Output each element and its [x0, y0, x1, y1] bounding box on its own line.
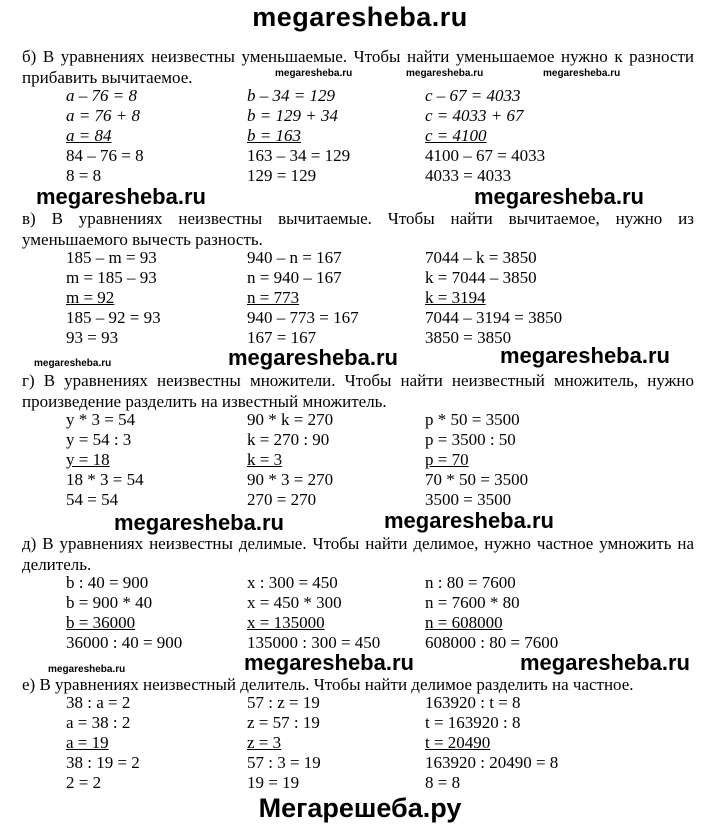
check-line: 4100 – 67 = 4033	[425, 146, 546, 165]
answer-line: t = 20490	[425, 733, 491, 752]
watermark-small: megaresheba.ru	[34, 358, 112, 369]
check-line: 54 = 54	[66, 490, 119, 509]
check-line: 84 – 76 = 8	[66, 146, 144, 165]
section-v-text: в) В уравнениях неизвестны вычитаемые. Чтобы найти вычитаемое, нужно из уменьшаемого вычесть разность.	[22, 209, 694, 249]
watermark-big: megaresheba.ru	[244, 650, 414, 675]
section-b-col1	[66, 86, 144, 186]
equation-line: b – 34 = 129	[247, 86, 335, 105]
check-line: 940 – 773 = 167	[247, 308, 359, 327]
answer-line: a = 19	[66, 733, 109, 752]
check-line: 3850 = 3850	[425, 328, 512, 347]
equation-line: x : 300 = 450	[247, 573, 338, 592]
equation-line: y = 54 : 3	[66, 430, 132, 449]
section-d-col3	[425, 573, 558, 653]
answer-line: n = 608000	[425, 613, 503, 632]
equation-line: 163920 : t = 8	[425, 693, 521, 712]
watermark-big: megaresheba.ru	[228, 345, 398, 370]
equation-line: b : 40 = 900	[66, 573, 149, 592]
check-line: 93 = 93	[66, 328, 119, 347]
watermark-small: megaresheba.ru	[543, 68, 621, 79]
equation-line: 940 – n = 167	[247, 248, 342, 267]
answer-line: c = 4100	[425, 126, 487, 145]
section-v-col2	[247, 248, 359, 348]
check-line: 19 = 19	[247, 773, 300, 792]
check-line: 167 = 167	[247, 328, 317, 347]
equation-line: k = 270 : 90	[247, 430, 330, 449]
watermark-big: megaresheba.ru	[474, 184, 644, 209]
check-line: 38 : 19 = 2	[66, 753, 140, 772]
equation-line: 90 * k = 270	[247, 410, 334, 429]
site-footer: Мегарешеба.ру	[258, 793, 462, 823]
section-e-col1	[66, 693, 140, 793]
answer-line: p = 70	[425, 450, 469, 469]
answer-line: k = 3	[247, 450, 283, 469]
section-d-col2	[247, 573, 380, 653]
section-g-text: г) В уравнениях неизвестны множители. Чтобы найти неизвестный множитель, нужно произведение разделить на известный множитель.	[22, 371, 694, 411]
watermark-big: megaresheba.ru	[36, 184, 206, 209]
check-line: 4033 = 4033	[425, 166, 512, 185]
section-g-col3	[425, 410, 528, 510]
answer-line: a = 84	[66, 126, 112, 145]
check-line: 129 = 129	[247, 166, 317, 185]
equation-line: p = 3500 : 50	[425, 430, 516, 449]
answer-line: m = 92	[66, 288, 115, 307]
section-g-col1	[66, 410, 144, 510]
equation-line: x = 450 * 300	[247, 593, 342, 612]
watermark-big: megaresheba.ru	[384, 508, 554, 533]
equation-line: 7044 – k = 3850	[425, 248, 537, 267]
check-line: 90 * 3 = 270	[247, 470, 334, 489]
check-line: 2 = 2	[66, 773, 102, 792]
equation-line: t = 163920 : 8	[425, 713, 521, 732]
check-line: 18 * 3 = 54	[66, 470, 144, 489]
equation-line: n : 80 = 7600	[425, 573, 516, 592]
answer-line: k = 3194	[425, 288, 486, 307]
section-e-col2	[247, 693, 321, 793]
check-line: 3500 = 3500	[425, 490, 512, 509]
watermark-big: megaresheba.ru	[500, 343, 670, 368]
watermark-small: megaresheba.ru	[275, 68, 353, 79]
check-line: 270 = 270	[247, 490, 317, 509]
equation-line: a = 38 : 2	[66, 713, 131, 732]
check-line: 57 : 3 = 19	[247, 753, 321, 772]
check-line: 185 – 92 = 93	[66, 308, 161, 327]
answer-line: b = 163	[247, 126, 301, 145]
equation-line: b = 900 * 40	[66, 593, 153, 612]
equation-line: a – 76 = 8	[66, 86, 137, 105]
watermark-big: megaresheba.ru	[114, 510, 284, 535]
equation-line: z = 57 : 19	[247, 713, 320, 732]
equation-line: k = 7044 – 3850	[425, 268, 537, 287]
section-v-col3	[425, 248, 562, 348]
check-line: 70 * 50 = 3500	[425, 470, 529, 489]
equation-line: n = 7600 * 80	[425, 593, 520, 612]
section-b-col3	[425, 86, 545, 186]
equation-line: 38 : a = 2	[66, 693, 131, 712]
check-line: 163 – 34 = 129	[247, 146, 351, 165]
check-line: 36000 : 40 = 900	[66, 633, 183, 652]
answer-line: n = 773	[247, 288, 300, 307]
equation-line: n = 940 – 167	[247, 268, 342, 287]
watermark-small: megaresheba.ru	[48, 664, 126, 675]
section-e-col3	[425, 693, 558, 793]
check-line: 135000 : 300 = 450	[247, 633, 381, 652]
equation-line: a = 76 + 8	[66, 106, 140, 125]
answer-line: b = 36000	[66, 613, 136, 632]
equation-line: y * 3 = 54	[66, 410, 136, 429]
answer-line: z = 3	[247, 733, 282, 752]
equation-line: p * 50 = 3500	[425, 410, 520, 429]
equation-line: m = 185 – 93	[66, 268, 157, 287]
equation-line: c = 4033 + 67	[425, 106, 524, 125]
check-line: 8 = 8	[425, 773, 461, 792]
section-d-col1	[66, 573, 182, 653]
section-b-text: б) В уравнениях неизвестны уменьшаемые. Чтобы найти уменьшаемое нужно к разности прибавить вычитаемое.	[22, 47, 694, 87]
check-line: 7044 – 3194 = 3850	[425, 308, 563, 327]
equation-line: c – 67 = 4033	[425, 86, 521, 105]
equation-line: 185 – m = 93	[66, 248, 157, 267]
section-v-col1	[66, 248, 161, 348]
section-e-text: е) В уравнениях неизвестный делитель. Чтобы найти делимое разделить на частное.	[22, 675, 634, 694]
watermark-big: megaresheba.ru	[520, 650, 690, 675]
watermark-small: megaresheba.ru	[406, 68, 484, 79]
answer-line: x = 135000	[247, 613, 325, 632]
section-g-col2	[247, 410, 333, 510]
site-header: megaresheba.ru	[252, 2, 468, 32]
equation-line: 57 : z = 19	[247, 693, 320, 712]
check-line: 608000 : 80 = 7600	[425, 633, 559, 652]
answer-line: y = 18	[66, 450, 110, 469]
check-line: 8 = 8	[66, 166, 102, 185]
equation-line: b = 129 + 34	[247, 106, 338, 125]
check-line: 163920 : 20490 = 8	[425, 753, 559, 772]
section-b-col2	[247, 86, 350, 186]
section-d-text: д) В уравнениях неизвестны делимые. Чтобы найти делимое, нужно частное умножить на делитель.	[22, 534, 694, 574]
